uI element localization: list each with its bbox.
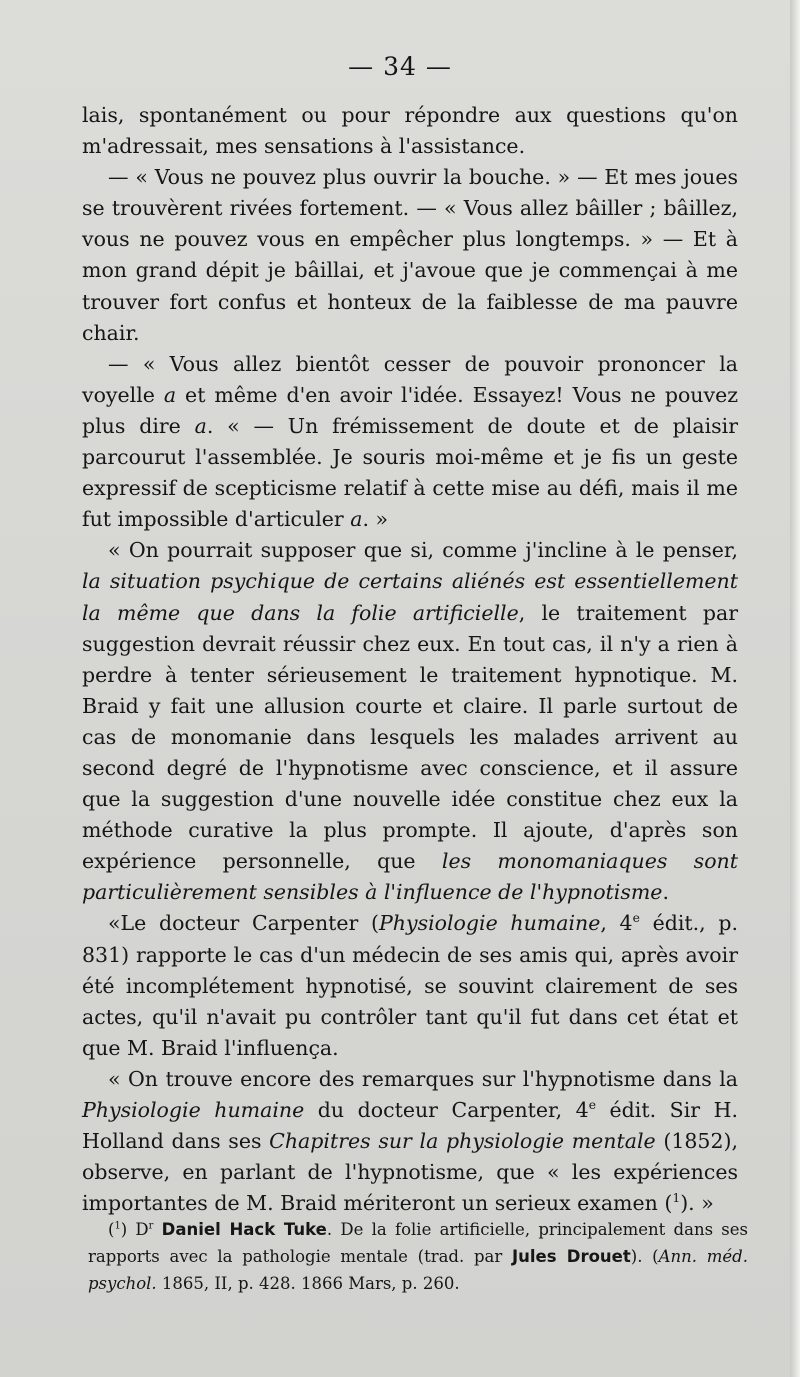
text-run: . « — Un frémissement de doute et de plaisir parcourut l'assemblée. Je souris moi-même et je fis un geste expressif de scepticisme relatif à cette mise au défi, mais il me fut impossible d'articuler <box>82 413 738 532</box>
text-run: et même d'en avoir l'idée. Essayez! Vous ne pouvez plus dire <box>82 382 739 438</box>
main-text <box>82 100 738 1219</box>
superscript: e <box>632 911 640 926</box>
text-run: «Le docteur Carpenter ( <box>108 911 379 936</box>
superscript: 1 <box>114 1220 121 1232</box>
text-run: « On pourrait supposer que si, comme j'incline à le penser, <box>108 538 738 563</box>
superscript: 1 <box>672 1191 681 1206</box>
paragraph <box>82 349 738 536</box>
text-run: , 4 <box>600 911 633 936</box>
page-number: — 34 — <box>348 52 452 81</box>
footnote-text <box>88 1216 748 1297</box>
text-run: (1852), observe, en parlant de l'hypnotisme, que « les expériences importantes de M. Braid mériteront un serieux examen ( <box>82 1129 739 1216</box>
paragraph <box>82 908 738 1063</box>
italic-text: a <box>163 382 177 407</box>
text-run <box>153 1220 161 1239</box>
paragraph <box>82 1064 738 1219</box>
italic-text: a <box>350 507 363 532</box>
text-run: . » <box>362 507 389 532</box>
superscript: e <box>588 1098 596 1113</box>
superscript: r <box>148 1220 154 1232</box>
text-run: ). ( <box>630 1247 659 1266</box>
text-run: du docteur Carpenter, 4 <box>304 1098 589 1122</box>
text-run: — « Vous allez bientôt cesser de pouvoir prononcer la voyelle <box>82 351 738 407</box>
text-run: édit., p. 831) rapporte le cas d'un médecin de ses amis qui, après avoir été incomplétement hypnotisé, se souvint clairement de ses actes, qu'il n'avait pu contrôler tant qu'il fut dans cet état et que M. Braid l'influença. <box>82 911 738 1060</box>
italic-text: les monomaniaques sont particulièrement sensibles à l'influence de l'hypnotisme <box>82 849 738 905</box>
italic-text: Chapitres sur la physiologie mentale <box>269 1129 656 1154</box>
bold-name: Jules Drouet <box>511 1247 631 1266</box>
text-run: . De la folie artificielle, principalement dans ses rapports avec la pathologie mentale (trad. par <box>88 1220 748 1266</box>
text-run: — « Vous ne pouvez plus ouvrir la bouche. » — Et mes joues se trouvèrent rivées fortement. — « Vous allez bâiller ; bâillez, vous ne pouvez vous en empêcher plus longtemps. » — Et à mon grand dépit je bâillai, et j'avoue que je commençai à me trouver fort confus et honteux de la faiblesse de ma pauvre chair. <box>82 165 738 345</box>
text-run: 1865, II, p. 428. 1866 Mars, p. 260. <box>156 1274 460 1293</box>
italic-text: Physiologie humaine <box>82 1098 305 1122</box>
text-run: . <box>662 880 669 905</box>
text-run: ( <box>108 1220 115 1239</box>
text-run: ). » <box>680 1191 714 1216</box>
italic-text: Physiologie humaine <box>379 911 601 936</box>
italic-text: a <box>194 413 207 438</box>
italic-text: Ann. méd. psychol. <box>88 1247 748 1293</box>
text-run: ) D <box>120 1220 149 1239</box>
paragraph <box>82 162 738 349</box>
text-run: lais, spontanément ou pour répondre aux questions qu'on m'adressait, mes sensations à l'assistance. <box>82 103 738 159</box>
text-run: édit. Sir H. Holland dans ses <box>82 1098 738 1154</box>
footnote <box>88 1216 748 1297</box>
text-run: , le traitement par suggestion devrait réussir chez eux. En tout cas, il n'y a rien à perdre à tenter sérieusement le traitement hypnotique. M. Braid y fait une allusion courte et claire. Il parle surtout de cas de monomanie dans lesquels les malades arrivent au second degré de l'hypnotisme avec conscience, et il assure que la suggestion d'une nouvelle idée constitue chez eux la méthode curative la plus prompte. Il ajoute, d'après son expérience personnelle, que <box>82 600 738 874</box>
page-edge <box>790 0 800 1377</box>
text-run: « On trouve encore des remarques sur l'hypnotisme dans la <box>108 1066 738 1091</box>
paragraph <box>82 100 738 162</box>
italic-text: la situation psychique de certains aliénés est essentiellement la même que dans la folie artificielle <box>82 569 738 625</box>
bold-name: Daniel Hack Tuke <box>161 1220 327 1239</box>
paragraph <box>82 535 738 908</box>
